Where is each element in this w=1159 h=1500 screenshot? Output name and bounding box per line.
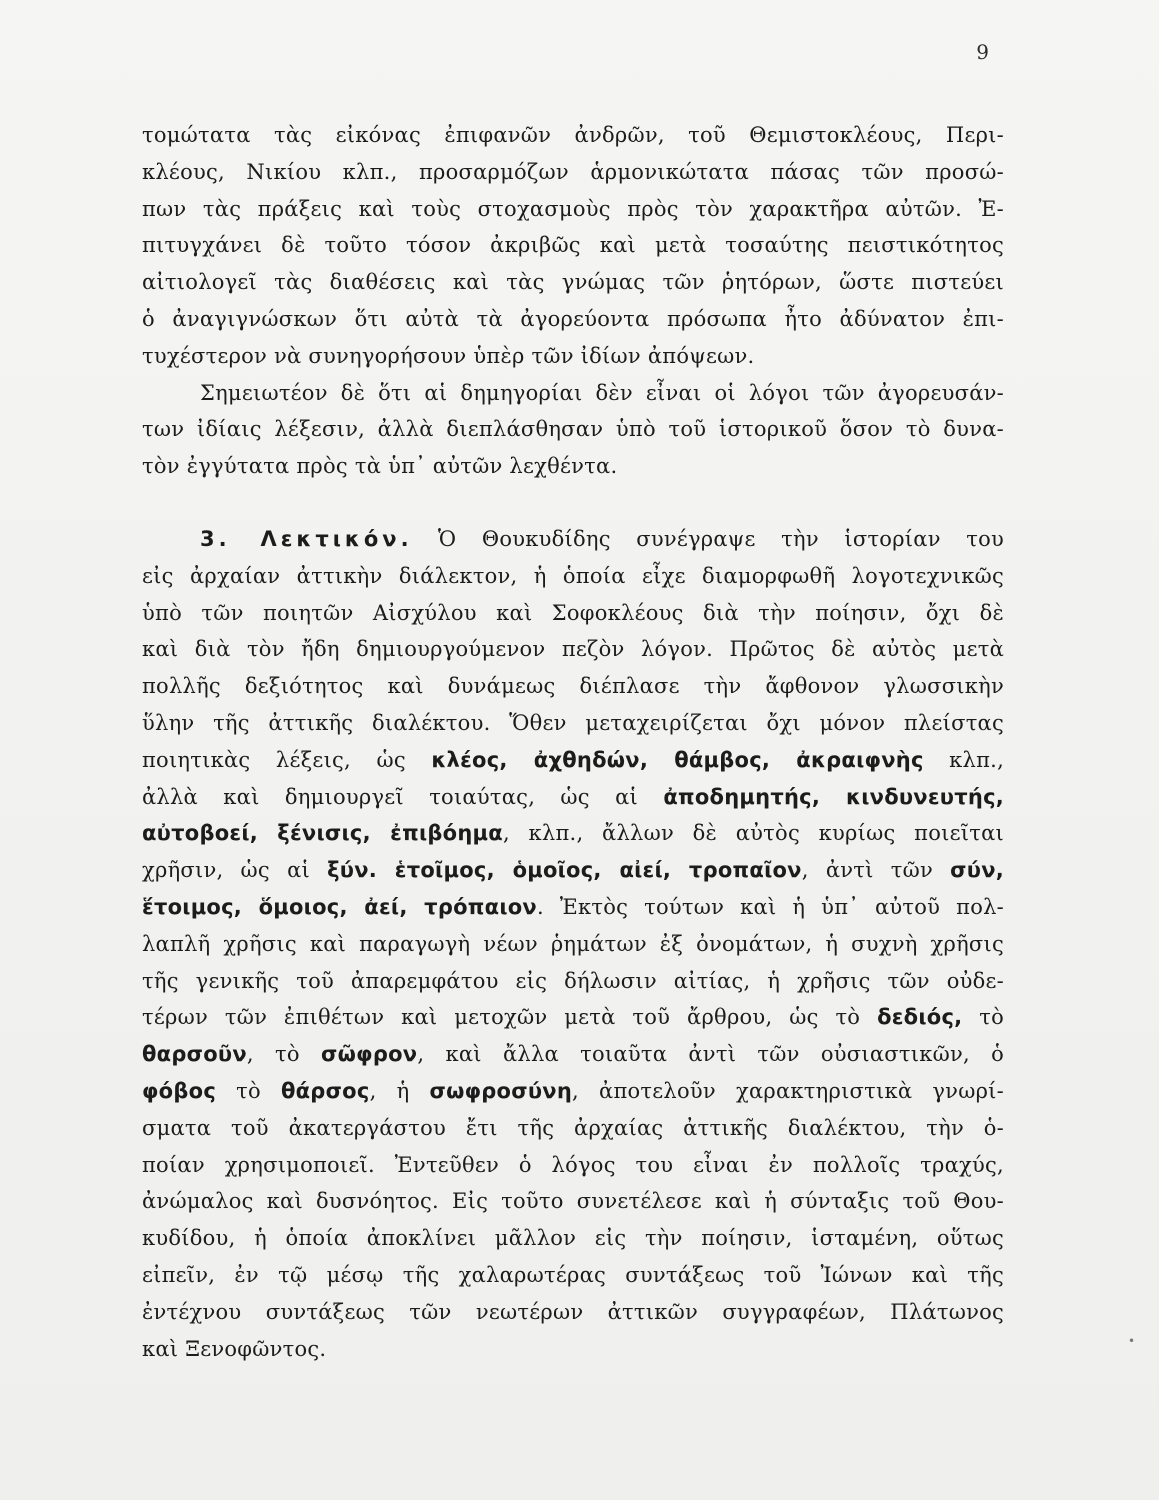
text-line: ποιητικὰς λέξεις, ὡς κλέος, ἀχθηδών, θάμβος, ἀκραιφνὴς κλπ., xyxy=(142,747,1004,772)
text-line: λαπλῆ χρῆσις καὶ παραγωγὴ νέων ῥημάτων ἐξ ὀνομάτων, ἡ συχνὴ χρῆσις xyxy=(142,931,1004,956)
text-line: αἰτιολογεῖ τὰς διαθέσεις καὶ τὰς γνώμας τῶν ῥητόρων, ὥστε πιστεύει xyxy=(142,270,1004,295)
text-line: τὸν ἐγγύτατα πρὸς τὰ ὑπ᾿ αὐτῶν λεχθέντα. xyxy=(142,454,618,479)
text-line: τέρων τῶν ἐπιθέτων καὶ μετοχῶν μετὰ τοῦ ἄρθρου, ὡς τὸ δεδιός, τὸ xyxy=(142,1005,1005,1030)
text-line: αὐτοβοεί, ξένισις, ἐπιβόημα, κλπ., ἄλλων δὲ αὐτὸς κυρίως ποιεῖται xyxy=(142,821,1004,846)
section-heading: 3. Λεκτικόν. xyxy=(200,526,413,551)
text-line: ὁ ἀναγιγνώσκων ὅτι αὐτὰ τὰ ἀγορεύοντα πρόσωπα ἦτο ἀδύνατον ἐπι- xyxy=(142,306,1004,331)
bold-term: θαρσοῦν xyxy=(142,1042,247,1067)
text-line: ὑπὸ τῶν ποιητῶν Αἰσχύλου καὶ Σοφοκλέους διὰ τὴν ποίησιν, ὄχι δὲ xyxy=(142,600,1004,625)
text-line: καὶ Ξενοφῶντος. xyxy=(142,1336,327,1361)
text-line: ὕλην τῆς ἀττικῆς διαλέκτου. Ὅθεν μεταχειρίζεται ὄχι μόνον πλείστας xyxy=(142,710,1004,735)
bold-term: ξύν. ἑτοῖμος, ὁμοῖος, αἰεί, τροπαῖον xyxy=(327,858,802,883)
bold-term: φόβος xyxy=(142,1078,217,1103)
text-line: θαρσοῦν, τὸ σῶφρον, καὶ ἄλλα τοιαῦτα ἀντὶ τῶν οὐσιαστικῶν, ὁ xyxy=(142,1042,1004,1067)
text-line: πολλῆς δεξιότητος καὶ δυνάμεως διέπλασε τὴν ἄφθονον γλωσσικὴν xyxy=(142,674,1004,699)
text-line: κλέους, Νικίου κλπ., προσαρμόζων ἁρμονικώτατα πάσας τῶν προσώ- xyxy=(142,159,1004,184)
text-line: σματα τοῦ ἀκατεργάστου ἔτι τῆς ἀρχαίας ἀττικῆς διαλέκτου, τὴν ὁ- xyxy=(142,1115,1004,1140)
body-text xyxy=(142,117,1004,1367)
page-number: 9 xyxy=(976,40,989,64)
paragraph-gap xyxy=(142,485,1004,521)
bold-term: σωφροσύνη xyxy=(429,1078,573,1103)
text-line: χρῆσιν, ὡς αἱ ξύν. ἑτοῖμος, ὁμοῖος, αἰεί, τροπαῖον, ἀντὶ τῶν σύν, xyxy=(142,858,1004,883)
bold-term: κλέος, ἀχθηδών, θάμβος, ἀκραιφνὴς xyxy=(431,747,924,772)
bold-term: αὐτοβοεί, ξένισις, ἐπιβόημα xyxy=(142,821,503,846)
text-line: Σημειωτέον δὲ ὅτι αἱ δημηγορίαι δὲν εἶναι οἱ λόγοι τῶν ἀγορευσάν- xyxy=(200,380,1004,405)
text-line: πιτυγχάνει δὲ τοῦτο τόσον ἀκριβῶς καὶ μετὰ τοσαύτης πειστικότητος xyxy=(142,233,1004,258)
text-line: εἰπεῖν, ἐν τῷ μέσῳ τῆς χαλαρωτέρας συντάξεως τοῦ Ἰώνων καὶ τῆς xyxy=(142,1262,1004,1287)
bold-term: σῶφρον xyxy=(321,1042,418,1067)
bold-term: θάρσος xyxy=(280,1078,370,1103)
text-line: των ἰδίαις λέξεσιν, ἀλλὰ διεπλάσθησαν ὑπὸ τοῦ ἱστορικοῦ ὅσον τὸ δυνα- xyxy=(142,417,1004,442)
text-line: καὶ διὰ τὸν ἤδη δημιουργούμενον πεζὸν λόγον. Πρῶτος δὲ αὐτὸς μετὰ xyxy=(142,637,1004,662)
bold-term: δεδιός, xyxy=(877,1005,963,1030)
text-line: φόβος τὸ θάρσος, ἡ σωφροσύνη, ἀποτελοῦν χαρακτηριστικὰ γνωρί- xyxy=(142,1078,1004,1103)
text-line: πων τὰς πράξεις καὶ τοὺς στοχασμοὺς πρὸς τὸν χαρακτῆρα αὐτῶν. Ἐ- xyxy=(142,196,1004,221)
text-line: ποίαν χρησιμοποιεῖ. Ἐντεῦθεν ὁ λόγος του εἶναι ἐν πολλοῖς τραχύς, xyxy=(142,1152,1004,1177)
text-line: τομώτατα τὰς εἰκόνας ἐπιφανῶν ἀνδρῶν, τοῦ Θεμιστοκλέους, Περι- xyxy=(142,123,1004,147)
text-line: κυδίδου, ἡ ὁποία ἀποκλίνει μᾶλλον εἰς τὴν ποίησιν, ἱσταμένη, οὕτως xyxy=(142,1226,1004,1251)
text-line: ἀνώμαλος καὶ δυσνόητος. Εἰς τοῦτο συνετέλεσε καὶ ἡ σύνταξις τοῦ Θου- xyxy=(142,1189,1004,1214)
text-line: τυχέστερον νὰ συνηγορήσουν ὑπὲρ τῶν ἰδίων ἀπόψεων. xyxy=(142,343,755,368)
text-line: ἕτοιμος, ὅμοιος, ἀεί, τρόπαιον. Ἐκτὸς τούτων καὶ ἡ ὑπ᾿ αὐτοῦ πολ- xyxy=(142,894,1004,919)
bold-term: ἀποδημητής, κινδυνευτής, xyxy=(663,784,1005,809)
text-line: ἀλλὰ καὶ δημιουργεῖ τοιαύτας, ὡς αἱ ἀποδημητής, κινδυνευτής, xyxy=(142,784,1005,809)
text-line: ἐντέχνου συντάξεως τῶν νεωτέρων ἀττικῶν συγγραφέων, Πλάτωνος xyxy=(142,1299,1004,1324)
speck-mark: • xyxy=(1128,1334,1136,1348)
bold-term: ἕτοιμος, ὅμοιος, ἀεί, τρόπαιον xyxy=(142,894,537,919)
text-line: εἰς ἀρχαίαν ἀττικὴν διάλεκτον, ἡ ὁποία εἶχε διαμορφωθῆ λογοτεχνικῶς xyxy=(142,563,1004,588)
text-line: τῆς γενικῆς τοῦ ἀπαρεμφάτου εἰς δήλωσιν αἰτίας, ἡ χρῆσις τῶν οὐδε- xyxy=(142,968,1004,993)
text-line: 3. Λεκτικόν. Ὁ Θουκυδίδης συνέγραψε τὴν ἱστορίαν του xyxy=(142,521,1004,558)
bold-term: σύν, xyxy=(950,858,1004,883)
